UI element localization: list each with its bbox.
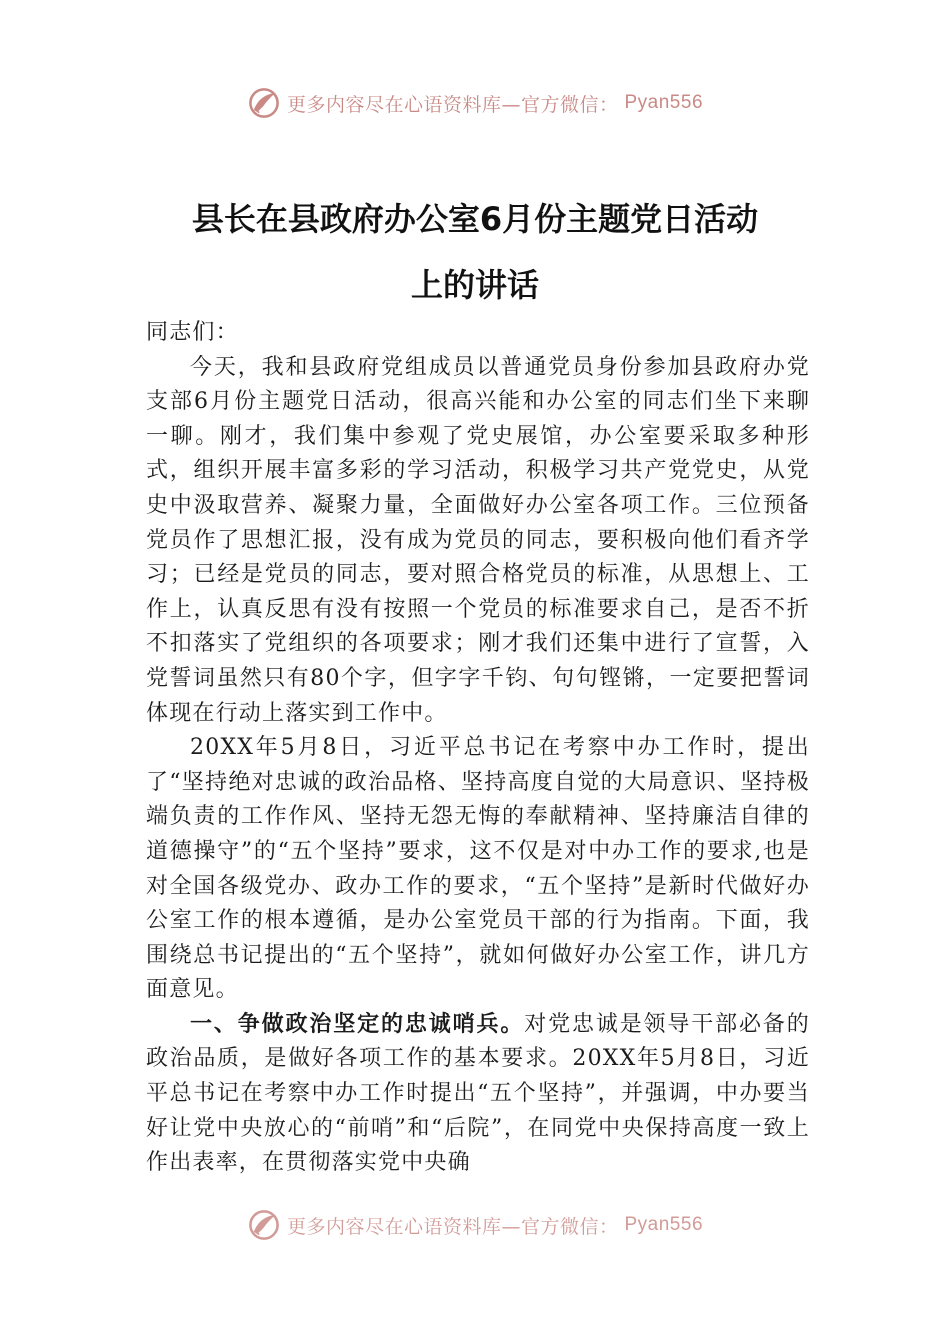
watermark-text: 更多内容尽在心语资料库—官方微信： bbox=[286, 93, 619, 116]
title-line-1: 县长在县政府办公室6月份主题党日活动 bbox=[191, 200, 759, 238]
watermark-footer bbox=[0, 1208, 950, 1242]
logo-icon bbox=[247, 1208, 281, 1242]
document-body bbox=[146, 316, 810, 1181]
watermark-code: Pyan556 bbox=[624, 1214, 704, 1235]
document-title bbox=[0, 186, 950, 318]
watermark-header bbox=[0, 86, 950, 120]
salutation: 同志们： bbox=[146, 320, 239, 345]
paragraph-1: 今天，我和县政府党组成员以普通党员身份参加县政府办党支部6月份主题党日活动，很高兴能和办公室的同志们坐下来聊一聊。刚才，我们集中参观了党史展馆，办公室要采取多种形式，组织开展丰富多彩的学习活动，积极学习共产党党史，从党史中汲取营养、凝聚力量，全面做好办公室各项工作。三位预备党员作了思想汇报，没有成为党员的同志，要积极向他们看齐学习；已经是党员的同志，要对照合格党员的标准，从思想上、工作上，认真反思有没有按照一个党员的标准要求自己，是否不折不扣落实了党组织的各项要求；刚才我们还集中进行了宣誓，入党誓词虽然只有80个字，但字字千钧、句句铿锵，一定要把誓词体现在行动上落实到工作中。 bbox=[146, 354, 810, 726]
watermark-code: Pyan556 bbox=[624, 92, 704, 113]
section-heading-1: 一、争做政治坚定的忠诚哨兵。 bbox=[190, 1011, 525, 1037]
logo-icon bbox=[247, 86, 281, 120]
title-line-2: 上的讲话 bbox=[410, 266, 539, 304]
paragraph-2: 20XX年5月8日，习近平总书记在考察中办工作时，提出了“坚持绝对忠诚的政治品格、坚持高度自觉的大局意识、坚持极端负责的工作作风、坚持无怨无悔的奉献精神、坚持廉洁自律的道德操守”的“五个坚持”要求，这不仅是对中办工作的要求,也是对全国各级党办、政办工作的要求，“五个坚持”是新时代做好办公室工作的根本遵循，是办公室党员干部的行为指南。下面，我围绕总书记提出的“五个坚持”，就如何做好办公室工作，讲几方面意见。 bbox=[146, 735, 810, 1003]
paragraph-3-text: 对党忠诚是领导干部必备的政治品质，是做好各项工作的基本要求。20XX年5月8日，习近平总书记在考察中办工作时提出“五个坚持”，并强调，中办要当好让党中央放心的“前哨”和“后院”，在同党中央保持高度一致上作出表率，在贯彻落实党中央确 bbox=[146, 1011, 810, 1176]
watermark-text: 更多内容尽在心语资料库—官方微信： bbox=[286, 1215, 619, 1238]
paragraph-3 bbox=[146, 1008, 810, 1181]
